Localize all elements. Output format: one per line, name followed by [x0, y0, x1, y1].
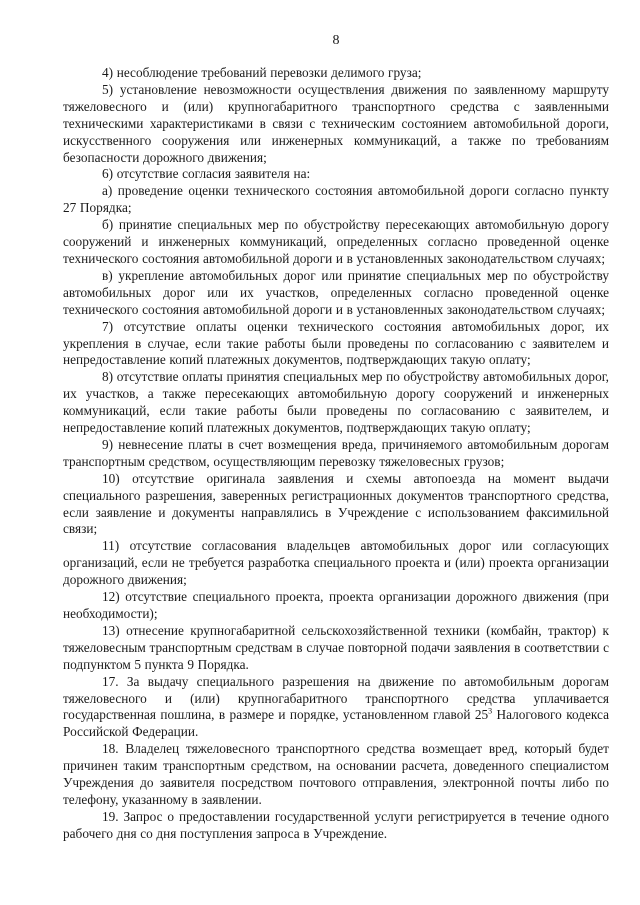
paragraph-item-10: 10) отсутствие оригинала заявления и схемы автопоезда на момент выдачи специального разрешения, заверенных регистрационных документов транспортного средства, если заявление и документы направлялись в Учреждение с использованием факсимильной связи;	[63, 470, 609, 537]
paragraph-item-6: 6) отсутствие согласия заявителя на:	[102, 166, 311, 182]
clause-17-text-end: Налогового кодекса Российской Федерации.	[63, 707, 609, 740]
paragraph-item-8: 8) отсутствие оплаты принятия специальных мер по обустройству автомобильных дорог, их участков, а также пересекающих автомобильную дорогу сооружений и инженерных коммуникаций, если такие работы были проведены по согласованию с заявителем, и непредоставление копий платежных документов, подтверждающих такую оплату;	[63, 369, 609, 436]
paragraph-clause-19: 19. Запрос о предоставлении государственной услуги регистрируется в течение одного рабочего дня со дня поступления запроса в Учреждение.	[63, 808, 609, 841]
paragraph-item-11: 11) отсутствие согласования владельцев автомобильных дорог или согласующих организаций, если не требуется разработка специального проекта и (или) проекта организации дорожного движения;	[63, 538, 609, 588]
document-page	[63, 32, 609, 843]
clause-17-superscript: 3	[488, 707, 493, 717]
paragraph-item-7: 7) отсутствие оплаты оценки технического состояния автомобильных дорог, их укрепления в случае, если такие работы были проведены по согласованию с заявителем и непредоставление копий платежных документов, подтверждающих такую оплату;	[63, 318, 609, 368]
paragraph-item-5: 5) установление невозможности осуществления движения по заявленному маршруту тяжеловесного и (или) крупногабаритного транспортного средства с заявленными техническими характеристиками в связи с техническим состоянием автомобильной дороги, искусственного сооружения или инженерных коммуникаций, а также по требованиям безопасности дорожного движения;	[63, 81, 609, 165]
paragraph-item-13: 13) отнесение крупногабаритной сельскохозяйственной техники (комбайн, трактор) к тяжеловесным транспортным средствам в случае повторной подачи заявления в соответствии с подпунктом 5 пункта 9 Порядка.	[63, 622, 609, 672]
paragraph-item-6a: а) проведение оценки технического состояния автомобильной дороги согласно пункту 27 Порядка;	[63, 183, 609, 216]
clause-17-text: 17. За выдачу специального разрешения на движение по автомобильным дорогам тяжеловесного и (или) крупногабаритного транспортного средства уплачивается государственная пошлина, в размере и порядке, установленном главой 25	[63, 673, 609, 723]
paragraph-item-4: 4) несоблюдение требований перевозки делимого груза;	[102, 65, 422, 80]
paragraph-item-9: 9) невнесение платы в счет возмещения вреда, причиняемого автомобильным дорогам транспортным средством, осуществляющим перевозку тяжеловесных грузов;	[63, 436, 609, 469]
paragraph-item-6b: б) принятие специальных мер по обустройству пересекающих автомобильную дорогу сооружений и инженерных коммуникаций, определенных согласно проведенной оценке технического состояния автомобильной дороги и в установленных законодательством случаях;	[63, 217, 609, 266]
paragraph-clause-18: 18. Владелец тяжеловесного транспортного средства возмещает вред, который будет причинен таким транспортным средством, на основании расчета, доведенного специалистом Учреждения до заявителя посредством почтового отправления, электронной почты либо по телефону, указанному в заявлении.	[63, 741, 609, 807]
paragraph-item-12: 12) отсутствие специального проекта, проекта организации дорожного движения (при необходимости);	[63, 589, 609, 621]
page-number: 8	[332, 33, 340, 48]
paragraph-item-6v: в) укрепление автомобильных дорог или принятие специальных мер по обустройству автомобильных дорог или их участков, определенных согласно проведенной оценке технического состояния автомобильной дороги и в установленных законодательством случаях;	[63, 267, 609, 317]
paragraph-clause-17	[63, 674, 609, 742]
